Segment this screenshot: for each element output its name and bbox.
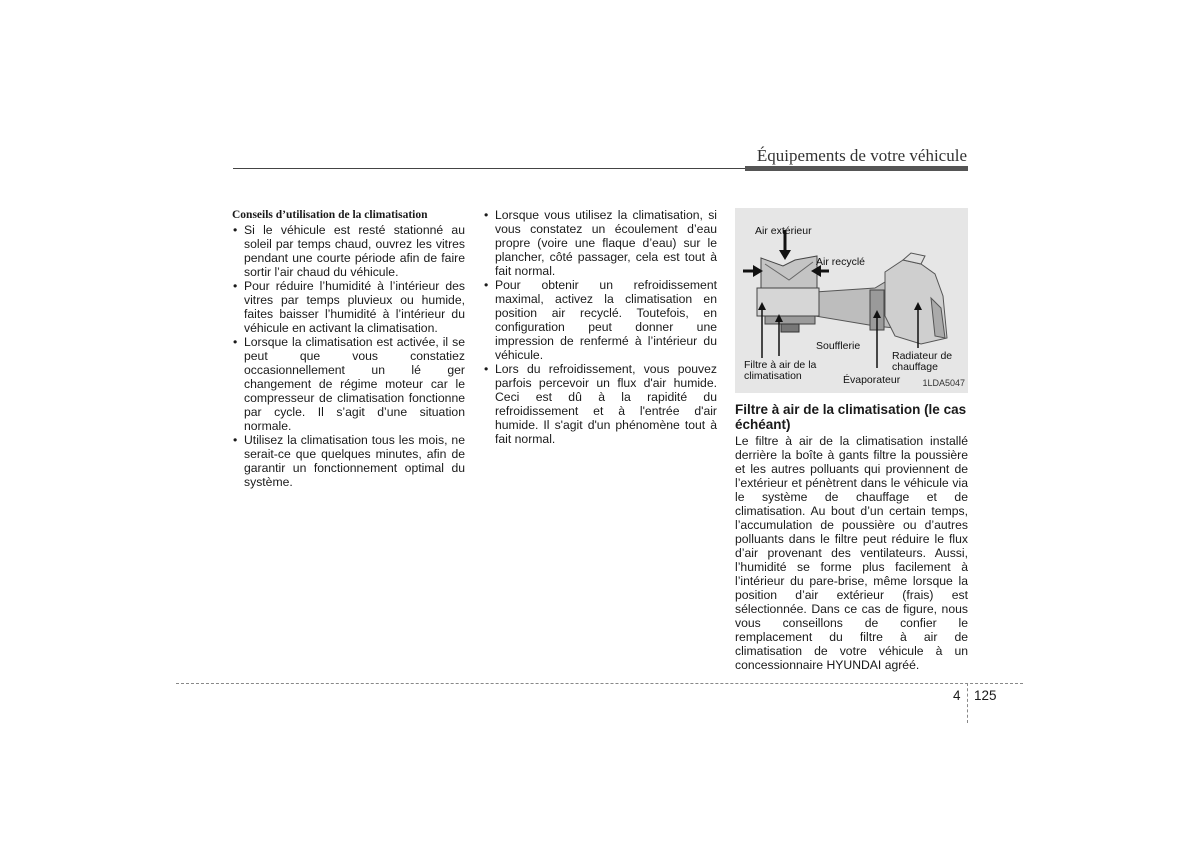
middle-bullet-list xyxy=(483,208,717,446)
label-heater-core: Radiateur de chauffage xyxy=(892,350,953,373)
label-recycled-air: Air recyclé xyxy=(816,256,866,268)
bullet-item: • Lorsque la climatisation est activée, il se peut que vous constatiez occasionnellement un lé ger changement de régime moteur car le compresseur de climatisation fonctionne par cycle. Il s’agit d’une situation normale. xyxy=(232,335,465,433)
bullet-item: • Utilisez la climatisation tous les mois, ne serait-ce que quelques minutes, afin de garantir un fonctionnement optimal du système. xyxy=(232,433,465,489)
label-blower: Soufflerie xyxy=(816,340,861,352)
header-bar xyxy=(745,166,968,171)
figure-code: 1LDA5047 xyxy=(922,378,965,388)
filter-heading: Filtre à air de la climatisation (le cas échéant) xyxy=(735,402,967,432)
bullet-item: • Lors du refroidissement, vous pouvez parfois percevoir un flux d'air humide. Ceci est dû à la rapidité du refroidissement et à l'entrée d'air humide. Il s'agit d'un phénomène tout à fait normal. xyxy=(483,362,717,446)
page-number: 125 xyxy=(974,688,997,703)
footer-divider xyxy=(967,683,968,723)
bullet-item: • Lorsque vous utilisez la climatisation, si vous constatez un écoulement d’eau propre (voire une flaque d’eau) sur le plancher, côté passager, cela est tout à fait normal. xyxy=(483,208,717,278)
section-title: Conseils d’utilisation de la climatisation xyxy=(232,209,428,221)
left-bullet-list xyxy=(232,223,465,489)
chapter-number: 4 xyxy=(953,688,961,703)
label-outside-air: Air extérieur xyxy=(755,225,812,237)
label-air-filter: Filtre à air de la climatisation xyxy=(744,359,817,382)
bullet-item: • Si le véhicule est resté stationné au soleil par temps chaud, ouvrez les vitres pendant une courte période afin de faire sortir l’air chaud du véhicule. xyxy=(232,223,465,279)
filter-paragraph: Le filtre à air de la climatisation installé derrière la boîte à gants filtre la poussière et les autres polluants qui proviennent de l’extérieur et pénètrent dans le véhicule via le système de chauffage et de climatisation. Au bout d’un certain temps, l’accumulation de poussière ou d’autres polluants dans le filtre peut réduire le flux d’air provenant des ventilateurs. Aussi, l’humidité se forme plus facilement à l’intérieur du pare-brise, même lorsque la position d’air extérieur (frais) est sélectionnée. Dans ce cas de figure, nous vous conseillons de confier le remplacement du filtre à air de climatisation de votre véhicule à un concessionnaire HYUNDAI agréé. xyxy=(735,434,968,672)
right-column xyxy=(735,208,968,672)
footer-rule xyxy=(176,683,1023,684)
left-column xyxy=(232,208,465,489)
middle-column xyxy=(483,208,717,446)
hvac-airflow-diagram xyxy=(735,208,968,393)
header-rule xyxy=(233,168,745,169)
page-header-title: Équipements de votre véhicule xyxy=(756,146,967,165)
bullet-item: • Pour réduire l’humidité à l’intérieur des vitres par temps pluvieux ou humide, faites baisser l’humidité à l’intérieur du véhicule en activant la climatisation. xyxy=(232,279,465,335)
bullet-item: • Pour obtenir un refroidissement maximal, activez la climatisation en position air recyclé. Toutefois, en configuration peut donner une impression de renfermé à l’intérieur du véhicule. xyxy=(483,278,717,362)
label-evaporator: Évaporateur xyxy=(843,374,901,386)
